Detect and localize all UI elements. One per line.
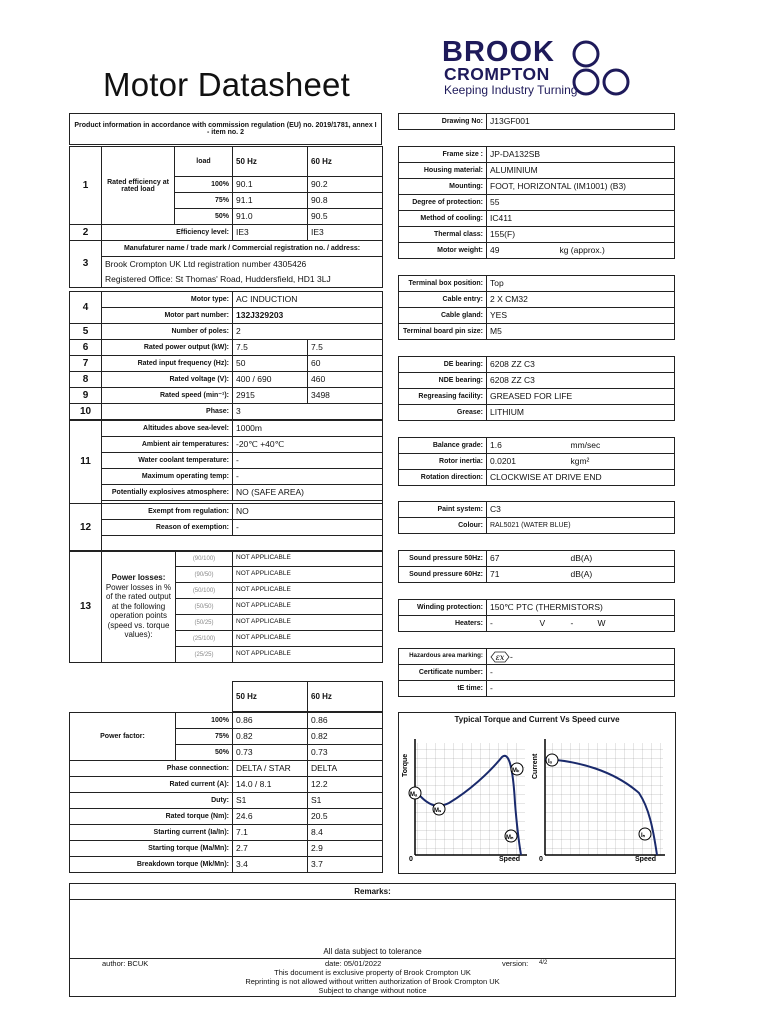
loss-value: NOT APPLICABLE (233, 631, 383, 647)
winding-label: Winding protection: (399, 600, 487, 616)
sound-cell (487, 551, 675, 567)
perf-50: 3.4 (233, 857, 308, 873)
balance-unit: mm/sec (570, 440, 601, 451)
motor-part-value: 132J329203 (233, 308, 383, 324)
freq-60: 60 (308, 356, 383, 372)
load-label: 75% (175, 193, 233, 209)
op-point: (50/25) (176, 615, 233, 631)
motor-table (69, 291, 383, 420)
section-number: 13 (70, 551, 102, 663)
perf-label: Duty: (70, 793, 233, 809)
env-value: NO (SAFE AREA) (233, 485, 383, 501)
torque-axis-label: Torque (402, 753, 409, 777)
loss-value: NOT APPLICABLE (233, 583, 383, 599)
terminal-table (398, 275, 675, 340)
reason-value: - (233, 520, 383, 536)
efficiency-label: Rated efficiency at rated load (102, 147, 175, 225)
heaters-cell (487, 616, 675, 632)
hazard-value: - (487, 665, 675, 681)
hazard-value: - (487, 681, 675, 697)
speed-axis-label: Speed (635, 856, 657, 863)
op-point: (50/50) (176, 599, 233, 615)
perf-60: 20.5 (308, 809, 383, 825)
perf-50: 2.7 (233, 841, 308, 857)
power-losses-title: Power losses: (111, 572, 166, 582)
heaters-label: Heaters: (399, 616, 487, 632)
brand-name-line2: CROMPTON (444, 64, 550, 84)
op-point: (90/100) (176, 551, 233, 567)
eff-50: 90.1 (233, 177, 308, 193)
terminal-label: Cable gland: (399, 308, 487, 324)
loss-value: NOT APPLICABLE (233, 615, 383, 631)
eff-level-50: IE3 (233, 225, 308, 241)
ia-label: Iₐ (548, 759, 552, 765)
power-losses-body: Power losses in % of the rated output at the following operation points (speed vs. torque values): (105, 582, 172, 640)
speed-axis-label: Speed (499, 856, 521, 863)
balance-value: 1.6 (490, 440, 502, 451)
perf-label: Rated current (A): (70, 777, 233, 793)
sound-value: 67 (490, 553, 500, 564)
origin-label: 0 (539, 856, 543, 863)
eff-50: 91.0 (233, 209, 308, 225)
frame-label: Degree of protection: (399, 195, 487, 211)
balance-unit: kgm² (570, 456, 590, 467)
pf-50: 0.86 (233, 713, 308, 729)
manufacturer-label: Manufaturer name / trade mark / Commercial registration no. / address: (102, 241, 383, 257)
exempt-label: Exempt from regulation: (102, 504, 233, 520)
drawing-label: Drawing No: (399, 114, 487, 130)
version-label: version: (502, 959, 529, 968)
env-label: Altitudes above sea-level: (102, 421, 233, 437)
section-number: 5 (70, 324, 102, 340)
frame-value: 155(F) (487, 227, 675, 243)
balance-value: 0.0201 (490, 456, 516, 467)
drawing-table (398, 113, 675, 130)
phase-value: 3 (233, 404, 383, 420)
perf-label: Starting current (Ia/In): (70, 825, 233, 841)
sound-unit: dB(A) (570, 569, 593, 580)
frame-label: Method of cooling: (399, 211, 487, 227)
perf-label: Breakdown torque (Mk/Mn): (70, 857, 233, 873)
terminal-label: Cable entry: (399, 292, 487, 308)
pf-60: 0.86 (308, 713, 383, 729)
power-50: 7.5 (233, 340, 308, 356)
svg-text:εx: εx (495, 652, 505, 662)
pf-load: 100% (176, 713, 233, 729)
bearing-value: 6208 ZZ C3 (487, 357, 675, 373)
op-point: (50/100) (176, 583, 233, 599)
frame-table (398, 146, 675, 259)
load-label: 100% (175, 177, 233, 193)
motor-type-value: AC INDUCTION (233, 292, 383, 308)
bearing-table (398, 356, 675, 421)
voltage-label: Rated voltage (V): (102, 372, 233, 388)
balance-table (398, 437, 675, 486)
drawing-value: J13GF001 (487, 114, 675, 130)
hazard-label: tE time: (399, 681, 487, 697)
section-number: 8 (70, 372, 102, 388)
section-number: 1 (70, 147, 102, 225)
section-number: 7 (70, 356, 102, 372)
op-point: (25/100) (176, 631, 233, 647)
env-label: Water coolant temperature: (102, 453, 233, 469)
tolerance-note: All data subject to tolerance (323, 947, 422, 956)
env-value: - (233, 469, 383, 485)
heaters-v1: - (490, 618, 493, 629)
balance-cell (487, 438, 675, 454)
bearing-label: NDE bearing: (399, 373, 487, 389)
phase-label: Phase: (102, 404, 233, 420)
hazard-value: - (510, 650, 513, 661)
eff-60: 90.2 (308, 177, 383, 193)
op-point: (25/25) (176, 647, 233, 663)
power-label: Rated power output (kW): (102, 340, 233, 356)
version: 4/2 (539, 960, 548, 966)
frame-label: Mounting: (399, 179, 487, 195)
mk-label: Mₖ (512, 768, 520, 774)
col-60hz: 60 Hz (308, 147, 383, 177)
loss-value: NOT APPLICABLE (233, 647, 383, 663)
product-info-text: Product information in accordance with commission regulation (EU) no. 2019/1781, annex I - item no. 2 (70, 114, 382, 145)
sound-unit: dB(A) (570, 553, 593, 564)
page-title: Motor Datasheet (103, 66, 350, 103)
perf-50: 14.0 / 8.1 (233, 777, 308, 793)
frame-value: 55 (487, 195, 675, 211)
voltage-60: 460 (308, 372, 383, 388)
sound-label: Sound pressure 50Hz: (399, 551, 487, 567)
manufacturer-line2: Registered Office: St Thomas' Road, Huddersfield, HD1 3LJ (102, 272, 383, 288)
balance-label: Balance grade: (399, 438, 487, 454)
heaters-u2: W (597, 618, 606, 629)
poles-value: 2 (233, 324, 383, 340)
sound-table (398, 550, 675, 583)
perf-60: DELTA (308, 761, 383, 777)
power-losses-label (102, 551, 176, 663)
perf-label: Starting torque (Ma/Mn): (70, 841, 233, 857)
section-number: 4 (70, 292, 102, 324)
section-number: 12 (70, 504, 102, 552)
perf-50: 24.6 (233, 809, 308, 825)
section-number: 3 (70, 241, 102, 288)
frame-label: Motor weight: (399, 243, 487, 259)
perf-60: 2.9 (308, 841, 383, 857)
hazard-table (398, 648, 675, 697)
winding-table (398, 599, 675, 632)
bearing-label: Grease: (399, 405, 487, 421)
ma-label: Mₐ (410, 792, 418, 798)
perf-60: 3.7 (308, 857, 383, 873)
terminal-label: Terminal board pin size: (399, 324, 487, 340)
env-value: 1000m (233, 421, 383, 437)
perf-label: Rated torque (Nm): (70, 809, 233, 825)
paint-label: Paint system: (399, 502, 487, 518)
paint-value: C3 (487, 502, 675, 518)
loss-value: NOT APPLICABLE (233, 599, 383, 615)
power-factor-label: Power factor: (70, 713, 176, 761)
paint-label: Colour: (399, 518, 487, 534)
perf-60: 12.2 (308, 777, 383, 793)
freq-50: 50 (233, 356, 308, 372)
pf-load: 50% (176, 745, 233, 761)
load-label: 50% (175, 209, 233, 225)
pf-50: 0.82 (233, 729, 308, 745)
speed-label: Rated speed (min⁻¹): (102, 388, 233, 404)
sound-label: Sound pressure 60Hz: (399, 567, 487, 583)
bearing-value: 6208 ZZ C3 (487, 373, 675, 389)
voltage-50: 400 / 690 (233, 372, 308, 388)
exempt-value: NO (233, 504, 383, 520)
sound-cell (487, 567, 675, 583)
brand-name-line1: BROOK (442, 36, 555, 68)
terminal-value: M5 (487, 324, 675, 340)
perf-60: S1 (308, 793, 383, 809)
ownership-note: This document is exclusive property of Brook Crompton UK (274, 968, 471, 977)
heaters-u1: V (539, 618, 546, 629)
pf-50: 0.73 (233, 745, 308, 761)
env-label: Ambient air temperatures: (102, 437, 233, 453)
speed-60: 3498 (308, 388, 383, 404)
pf-60: 0.73 (308, 745, 383, 761)
hazard-cell (487, 649, 675, 665)
perf-label: Phase connection: (70, 761, 233, 777)
bearing-value: LITHIUM (487, 405, 675, 421)
performance-table (69, 712, 383, 873)
eff-60: 90.8 (308, 193, 383, 209)
env-value: -20℃ +40℃ (233, 437, 383, 453)
date: date: 05/01/2022 (325, 959, 382, 968)
frame-label: Thermal class: (399, 227, 487, 243)
author: author: BCUK (102, 959, 149, 968)
speed-50: 2915 (233, 388, 308, 404)
mn-label: Mₙ (506, 835, 514, 841)
power-losses-table (69, 550, 383, 663)
section-number: 9 (70, 388, 102, 404)
sound-value: 71 (490, 569, 500, 580)
frame-label: Housing material: (399, 163, 487, 179)
winding-value: 150℃ PTC (THERMISTORS) (487, 600, 675, 616)
bearing-label: Regreasing facility: (399, 389, 487, 405)
pf-load: 75% (176, 729, 233, 745)
paint-table (398, 501, 675, 534)
paint-value: RAL5021 (WATER BLUE) (487, 518, 675, 534)
weight-value: 49 (490, 245, 500, 256)
perf-col-60hz: 60 Hz (308, 682, 383, 712)
balance-label: Rotation direction: (399, 470, 487, 486)
in-label: Iₙ (641, 833, 646, 839)
chart-svg (399, 713, 675, 873)
terminal-label: Terminal box position: (399, 276, 487, 292)
power-60: 7.5 (308, 340, 383, 356)
section-number: 2 (70, 225, 102, 241)
balance-value: CLOCKWISE AT DRIVE END (487, 470, 675, 486)
change-note: Subject to change without notice (318, 986, 427, 995)
remarks-box (69, 883, 676, 997)
terminal-value: 2 X CM32 (487, 292, 675, 308)
torque-current-chart (398, 712, 676, 874)
pf-60: 0.82 (308, 729, 383, 745)
origin-label: 0 (409, 856, 413, 863)
perf-header (232, 681, 383, 712)
balance-label: Rotor inertia: (399, 454, 487, 470)
environment-table (69, 420, 383, 552)
chart-title: Typical Torque and Current Vs Speed curve (454, 715, 620, 724)
motor-weight-cell (487, 243, 675, 259)
frame-value: FOOT, HORIZONTAL (IM1001) (B3) (487, 179, 675, 195)
efficiency-level-label: Efficiency level: (102, 225, 233, 241)
perf-50: DELTA / STAR (233, 761, 308, 777)
frame-value: IC411 (487, 211, 675, 227)
reason-label: Reason of exemption: (102, 520, 233, 536)
eff-60: 90.5 (308, 209, 383, 225)
perf-50: 7.1 (233, 825, 308, 841)
poles-label: Number of poles: (102, 324, 233, 340)
weight-unit: kg (approx.) (559, 245, 605, 256)
reprint-note: Reprinting is not allowed without written authorization of Brook Crompton UK (245, 977, 500, 986)
balance-cell (487, 454, 675, 470)
col-load: load (175, 147, 233, 177)
perf-50: S1 (233, 793, 308, 809)
section-number: 10 (70, 404, 102, 420)
loss-value: NOT APPLICABLE (233, 567, 383, 583)
loss-value: NOT APPLICABLE (233, 551, 383, 567)
eff-50: 91.1 (233, 193, 308, 209)
section-number: 11 (70, 421, 102, 504)
col-50hz: 50 Hz (233, 147, 308, 177)
perf-col-50hz: 50 Hz (233, 682, 308, 712)
current-axis-label: Current (532, 753, 539, 779)
motor-part-label: Motor part number: (102, 308, 233, 324)
freq-label: Rated input frequency (Hz): (102, 356, 233, 372)
env-value: - (233, 453, 383, 469)
terminal-value: YES (487, 308, 675, 324)
product-info-header (69, 113, 382, 145)
bearing-label: DE bearing: (399, 357, 487, 373)
motor-type-label: Motor type: (102, 292, 233, 308)
ms-label: Mₛ (434, 808, 442, 814)
env-label: Potentially explosives atmosphere: (102, 485, 233, 501)
efficiency-table (69, 146, 383, 288)
frame-label: Frame size : (399, 147, 487, 163)
ex-icon (490, 651, 510, 663)
frame-value: JP-DA132SB (487, 147, 675, 163)
hazard-label: Certificate number: (399, 665, 487, 681)
heaters-v2: - (570, 618, 574, 629)
brand-tagline: Keeping Industry Turning (444, 83, 578, 97)
manufacturer-line1: Brook Crompton UK Ltd registration number 4305426 (102, 257, 383, 273)
terminal-value: Top (487, 276, 675, 292)
section-number: 6 (70, 340, 102, 356)
op-point: (90/50) (176, 567, 233, 583)
env-label: Maximum operating temp: (102, 469, 233, 485)
eff-level-60: IE3 (308, 225, 383, 241)
hazard-label: Hazardous area marking: (399, 649, 487, 665)
perf-60: 8.4 (308, 825, 383, 841)
frame-value: ALUMINIUM (487, 163, 675, 179)
remarks-title: Remarks: (70, 884, 675, 900)
bearing-value: GREASED FOR LIFE (487, 389, 675, 405)
